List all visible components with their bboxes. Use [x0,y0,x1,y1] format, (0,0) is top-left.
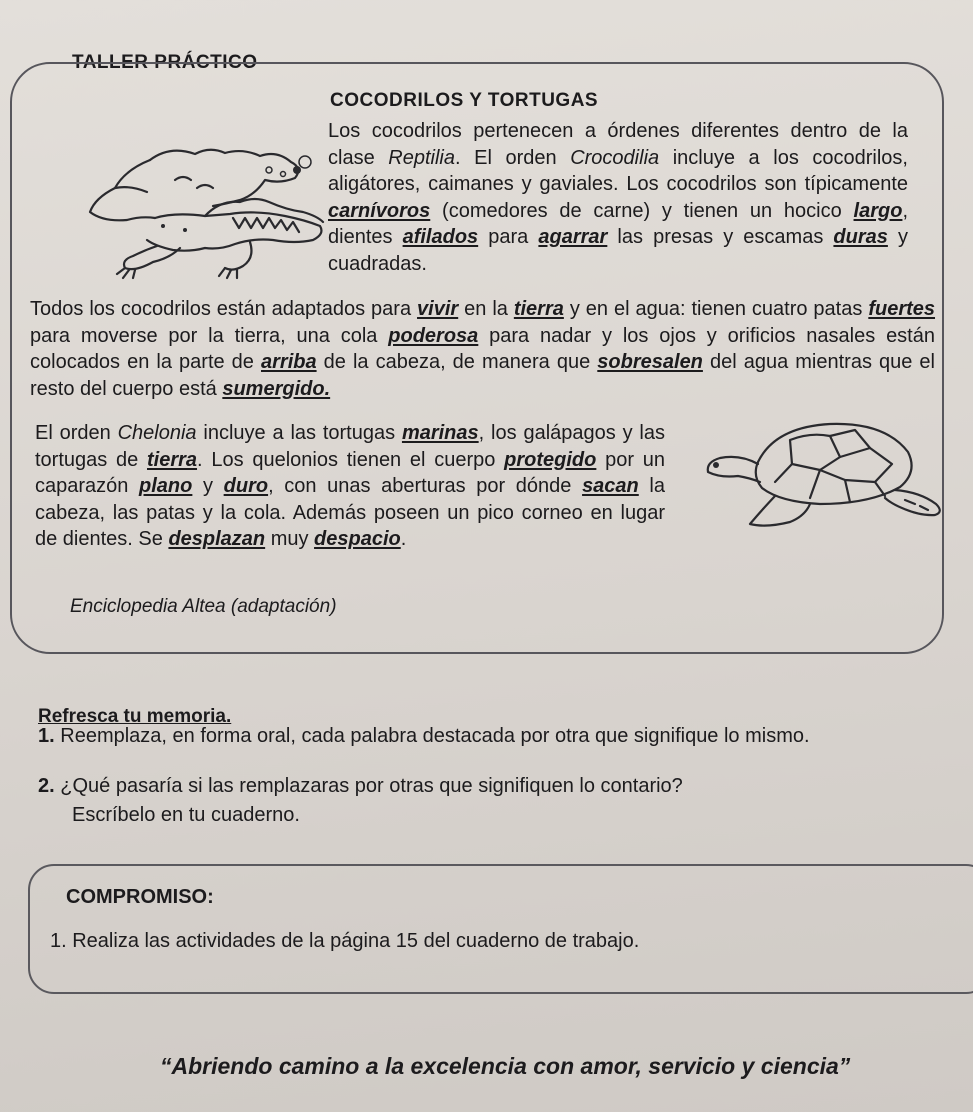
paragraph-text: Los cocodrilos pertenecen a órdenes diferentes dentro de la clase [328,120,908,169]
compromiso-card [28,864,973,994]
paragraph-text: por un caparazón [35,448,665,497]
highlighted-word: agarrar [538,226,608,248]
highlighted-word: plano [139,475,193,497]
paragraph-text: Chelonia [117,422,197,444]
paragraph-text: Todos los cocodrilos están adaptados para [30,298,418,320]
paragraph-text: para nadar y los ojos y orificios nasales están colocados en la parte de [30,324,935,373]
school-motto: “Abriendo camino a la excelencia con amor, servicio y ciencia” [160,1053,851,1079]
question-2-text: ¿Qué pasaría si las remplazaras por otras que signifiquen lo contario? [60,775,683,797]
highlighted-word: afilados [402,226,479,248]
paragraph-text: las presas y escamas [607,226,834,248]
question-2-number: 2. [38,775,55,797]
paragraph-adaptation [30,296,935,402]
highlighted-word: poderosa [388,324,479,347]
highlighted-word: despacio [314,528,401,550]
compromiso-item: 1. Realiza las actividades de la página 15 del cuaderno de trabajo. [50,930,640,952]
highlighted-word: tierra [513,298,564,320]
question-1-number: 1. [38,725,55,747]
highlighted-word: sobresalen [597,351,703,373]
question-2-instruction: Escríbelo en tu cuaderno. [72,804,300,826]
paragraph-turtles [35,420,665,553]
paragraph-text: . [400,528,407,550]
source-citation: Enciclopedia Altea (adaptación) [70,596,337,617]
highlighted-word: arriba [261,351,317,373]
highlighted-word: largo [853,199,903,222]
paragraph-text: , con unas aberturas por dónde [268,475,583,497]
paragraph-text: incluye a los cocodrilos, aligátores, caimanes y gaviales. Los cocodrilos son típicamente [328,146,908,195]
paragraph-text: muy [265,528,315,550]
paragraph-crocodiles [328,118,908,277]
paragraph-text: (comedores de carne) y tienen un hocico [430,199,854,222]
paragraph-text: Crocodilia [570,146,660,169]
crocodile-illustration [55,140,335,290]
highlighted-word: marinas [401,422,479,444]
paragraph-text: para moverse por la tierra, una cola [30,324,389,347]
paragraph-text: . El orden [454,146,571,169]
paragraph-text: para [478,226,539,248]
highlighted-word: vivir [417,298,459,320]
highlighted-word: desplazan [168,528,266,550]
highlighted-word: protegido [504,448,597,471]
question-1 [38,723,938,750]
paragraph-text: Reptilia [388,146,455,169]
highlighted-word: fuertes [868,298,936,320]
paragraph-text: . Los quelonios tienen el cuerpo [197,448,505,471]
paragraph-text: la cabeza, las patas y la cola. Además poseen un pico corneo en lugar de dientes. Se [35,475,665,550]
paragraph-text: de la cabeza, de manera que [316,351,598,373]
paragraph-text: incluye a las tortugas [196,422,402,444]
highlighted-word: duras [833,226,888,248]
paragraph-text: , los galápagos y las tortugas de [35,422,665,471]
refresca-heading: Refresca tu memoria. [38,706,232,727]
highlighted-word: duro [223,475,269,497]
compromiso-heading: COMPROMISO: [66,886,214,908]
question-1-text: Reemplaza, en forma oral, cada palabra destacada por otra que signifique lo mismo. [60,725,810,747]
paragraph-text: , dientes [328,199,908,248]
paragraph-text: y [192,475,224,497]
paragraph-text: del agua mientras que el resto del cuerpo está [30,351,936,400]
highlighted-word: sumergido. [222,377,331,400]
turtle-illustration [680,412,950,552]
highlighted-word: sacan [582,475,639,497]
question-2 [38,773,938,800]
highlighted-word: carnívoros [328,199,431,222]
paragraph-text: El orden [35,422,118,444]
page-title: TALLER PRÁCTICO [72,52,258,73]
paragraph-text: y en el agua: tienen cuatro patas [563,298,869,320]
paragraph-text: y cuadradas. [328,226,908,275]
paragraph-text: en la [458,298,514,320]
section-title: COCODRILOS Y TORTUGAS [330,90,599,111]
highlighted-word: tierra [147,448,198,471]
